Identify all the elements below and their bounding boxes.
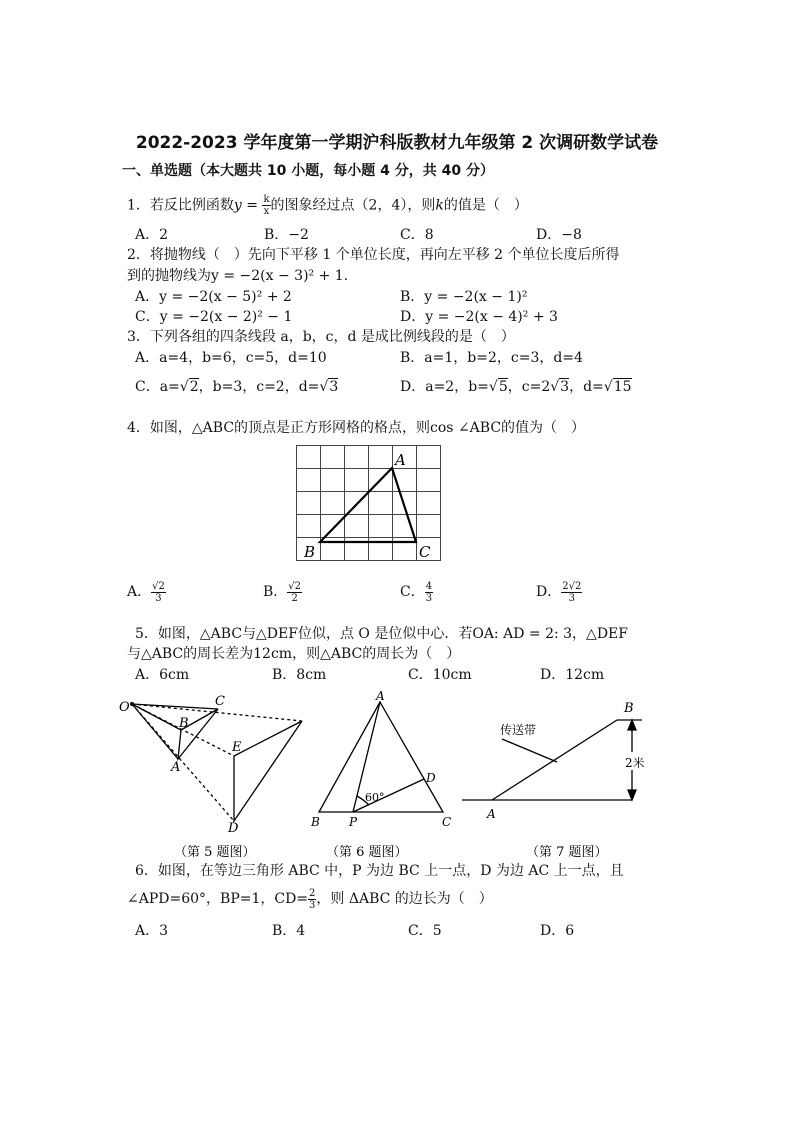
q6-den: 3 <box>309 899 316 911</box>
q5-option-b: B．8cm <box>272 667 327 683</box>
q3c-pre: C．a= <box>135 379 180 395</box>
q4a-den: 3 <box>155 592 162 604</box>
fig5-label-b: B <box>179 716 189 731</box>
q5-option-a: A．6cm <box>135 667 190 683</box>
q4d-den: 3 <box>568 592 575 604</box>
q1-y: y = <box>233 197 259 214</box>
q6-l2-pre: ∠APD=60°，BP=1，CD= <box>127 891 309 907</box>
exam-title: 2022-2023 学年度第一学期沪科版教材九年级第 2 次调研数学试卷 <box>135 133 659 153</box>
question-1 <box>127 194 528 217</box>
q1-pre: 1．若反比例函数 <box>127 197 234 214</box>
q5-option-c: C．10cm <box>408 667 472 683</box>
q1-kv: k <box>435 197 444 214</box>
q5-line-1: 5．如图，△ABC与△DEF位似，点 O 是位似中心．若OA: AD = 2: 3，△DEF <box>135 626 628 642</box>
q6-l2-post: ，则 ΔABC 的边长为（ ） <box>316 891 493 907</box>
q2-option-c: C．y = −2(x − 2)² − 1 <box>135 309 293 325</box>
fig5-caption: （第 5 题图） <box>174 845 256 860</box>
fig7-height-label: 2米 <box>625 756 645 770</box>
fig7-belt-label: 传送带 <box>500 723 537 737</box>
q1-fraction <box>262 194 270 217</box>
q2-option-d: D．y = −2(x − 4)² + 3 <box>400 309 558 325</box>
q4b-den: 2 <box>291 592 298 604</box>
q4d-frac <box>561 581 582 604</box>
fig6-label-d: D <box>426 771 436 785</box>
q2-line-1: 2．将抛物线（ ）先向下平移 1 个单位长度，再向左平移 2 个单位长度后所得 <box>127 247 620 263</box>
q3c-rad1: 2 <box>189 379 199 395</box>
q4-label-a: A <box>395 451 406 469</box>
q4-option-c <box>400 580 433 604</box>
fig6-label-p: P <box>349 815 358 829</box>
q4-option-d <box>536 580 582 604</box>
q3-text: 3．下列各组的四条线段 a，b，c，d 是成比例线段的是（ ） <box>127 329 515 345</box>
q5-option-d: D．12cm <box>540 667 605 683</box>
q4a-num: √2 <box>152 580 165 592</box>
q3c-mid: ，b=3，c=2，d= <box>198 379 320 395</box>
fig5-label-a: A <box>171 760 181 775</box>
q4-text: 4．如图，△ABC的顶点是正方形网格的格点，则cos ∠ABC的值为（ ） <box>127 420 586 436</box>
q2-option-a: A．y = −2(x − 5)² + 2 <box>135 289 292 305</box>
q3c-rad2: 3 <box>329 379 339 395</box>
q3d-pre: D．a=2，b= <box>400 379 489 395</box>
q3d-rad1: 5 <box>498 379 508 395</box>
fig6-caption: （第 6 题图） <box>326 845 408 860</box>
q4-label-c: C <box>419 543 431 561</box>
fig7-label-b: B <box>624 701 634 716</box>
q3-option-d: D．a=2，b=√5，c=2√3，d=√15 <box>400 379 632 395</box>
q4b-letter: B． <box>263 584 288 600</box>
q3d-mid: ，c=2 <box>507 379 551 395</box>
figure-6 <box>310 690 451 860</box>
q3d-mid2: ，d= <box>569 379 604 395</box>
q5-line-2: 与△ABC的周长差为12cm，则△ABC的周长为（ ） <box>127 646 461 662</box>
q4a-frac <box>151 581 166 604</box>
figure-7 <box>462 701 645 860</box>
q6-line-2 <box>127 886 493 912</box>
fig6-label-b: B <box>311 815 320 829</box>
q4c-letter: C． <box>400 584 425 600</box>
fig6-label-a: A <box>376 690 385 703</box>
section-heading: 一、单选题（本大题共 10 小题，每小题 4 分，共 40 分） <box>122 163 494 179</box>
fig7-caption: （第 7 题图） <box>526 845 608 860</box>
q1-k: k <box>263 194 270 205</box>
fig7-label-a: A <box>487 807 496 821</box>
q6-option-c: C．5 <box>408 923 442 939</box>
q3-option-a: A．a=4，b=6，c=5，d=10 <box>135 350 327 366</box>
fig5-label-d: D <box>228 821 239 836</box>
q3d-rad2: 3 <box>560 379 570 395</box>
q2-line-2: 到的抛物线为y = −2(x − 3)² + 1. <box>127 268 349 284</box>
fig6-angle-label: 60° <box>365 791 385 804</box>
q6-option-d: D．6 <box>540 923 575 939</box>
figure-5 <box>119 694 302 860</box>
q4d-letter: D． <box>536 584 562 600</box>
fig5-label-o: O <box>119 700 130 715</box>
q4-option-a <box>127 580 166 604</box>
q4-grid-figure <box>290 440 450 565</box>
q1-post: 的图象经过点（2，4），则 <box>270 197 436 214</box>
q6-num: 2 <box>309 887 316 899</box>
q1-option-c: C．8 <box>400 227 434 243</box>
q4-label-b: B <box>304 543 316 561</box>
q1-end: 的值是（ ） <box>443 197 528 214</box>
q4c-den: 3 <box>425 592 433 604</box>
q4b-num: √2 <box>288 580 302 592</box>
q4c-frac <box>425 581 433 604</box>
figures-row <box>112 690 672 860</box>
q4a-letter: A． <box>127 584 152 600</box>
q4c-num: 4 <box>425 580 433 592</box>
q4b-frac <box>287 581 302 604</box>
q3d-rad3: 15 <box>613 379 632 395</box>
q4d-num: 2√2 <box>562 580 582 592</box>
q1-option-a: A．2 <box>135 227 169 243</box>
q3-option-c: C．a=√2，b=3，c=2，d=√3 <box>135 379 339 395</box>
q6-line-1: 6．如图，在等边三角形 ABC 中，P 为边 BC 上一点，D 为边 AC 上一点，且 <box>135 863 624 879</box>
q1-option-b: B．−2 <box>264 227 309 243</box>
q3-option-b: B．a=1，b=2，c=3，d=4 <box>400 350 583 366</box>
fig6-label-c: C <box>442 815 452 829</box>
q1-x: x <box>263 206 270 217</box>
q2-option-b: B．y = −2(x − 1)² <box>400 289 528 305</box>
q6-option-b: B．4 <box>272 923 306 939</box>
q6-option-a: A．3 <box>135 923 169 939</box>
fig5-label-e: E <box>232 740 242 755</box>
fig5-label-c: C <box>215 694 225 709</box>
q4-option-b <box>263 580 302 604</box>
q1-option-d: D．−8 <box>536 227 582 243</box>
